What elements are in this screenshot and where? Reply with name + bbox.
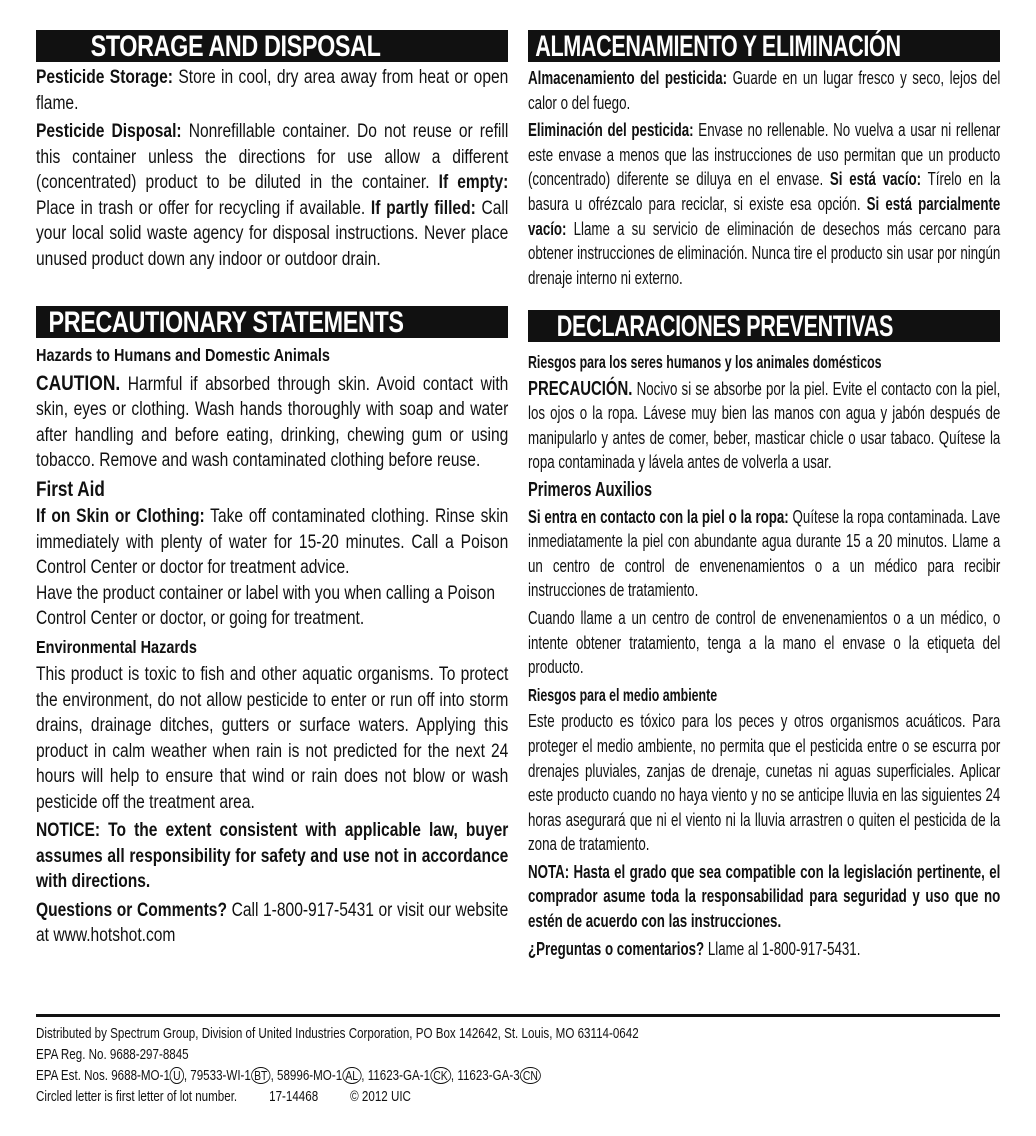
epa-est-line: EPA Est. Nos. 9688-MO-1 U , 79533-WI-1 BT , 58996-MO-1 AL , 11623-GA-1 CK , 11623-GA-3 CN <box>36 1066 936 1087</box>
text: Harmful if absorbed through skin. Avoid contact with skin, eyes or clothing. Wash hands thoroughly with soap and water after handling and before eating, drinking, chewing gum or using tobacco. Remove and wash contaminated clothing before reuse. <box>36 373 509 471</box>
bold-label: Si está parcialmente vacío: <box>528 192 1001 239</box>
establishment-number: 11623-GA-1 <box>367 1068 431 1084</box>
text: Call your local solid waste agency for disposal instructions. Never place unused product down any indoor or outdoor drain. <box>36 197 509 270</box>
subheading <box>528 478 1000 503</box>
bold-label: Pesticide Storage: <box>36 67 174 88</box>
text: Llame a su servicio de eliminación de desechos más cercano para obtener instrucciones de eliminación. Nunca tire el producto sin usar por ningún drenaje interno ni externo. <box>528 217 1001 288</box>
paragraph <box>36 818 508 895</box>
paragraph <box>36 119 508 272</box>
bold-label: CAUTION. <box>36 370 121 395</box>
subheading <box>36 343 508 369</box>
bold-label: If partly filled: <box>370 197 476 219</box>
text: Take off contaminated clothing. Rinse skin immediately with plenty of water for 15-20 minutes. Call a Poison Control Center or doctor for treatment advice. <box>36 506 509 578</box>
text: Cuando llame a un centro de control de envenenamientos o a un médico, o intente obtener tratamiento, tenga a la mano el envase o la etiqueta del producto. <box>528 606 1001 678</box>
epa-reg-line: EPA Reg. No. 9688-297-8845 <box>36 1047 189 1063</box>
text: NOTA: Hasta el grado que sea compatible con la legislación pertinente, el comprador asume toda la responsabilidad para seguridad y uso que no estén de acuerdo con las instrucciones. <box>528 860 1001 932</box>
subheading <box>36 635 508 661</box>
text: Envase no rellenable. No vuelva a usar ni rellenar este envase a menos que las instrucciones de uso permitan que un producto (concentrado) diferente se diluya en el envase. <box>528 119 1001 190</box>
paragraph <box>528 860 1000 934</box>
precautionary-heading: PRECAUTIONARY STATEMENTS <box>36 306 508 338</box>
text: Call 1-800-917-5431 or visit our website at www.hotshot.com <box>36 899 509 946</box>
bold-label: ¿Preguntas o comentarios? <box>528 937 705 959</box>
bold-label: Almacenamiento del pesticida: <box>528 67 728 88</box>
text: Store in cool, dry area away from heat or open flame. <box>36 67 509 114</box>
text: Tírelo en la basura u ofrézcalo para reciclar, si existe esa opción. <box>528 168 1001 214</box>
paragraph <box>36 662 508 815</box>
paragraph <box>36 898 508 949</box>
lot-letter-circle: CN <box>520 1067 541 1084</box>
bold-label: If on Skin or Clothing: <box>36 506 205 527</box>
text: Llame al 1-800-917-5431. <box>704 937 861 959</box>
paragraph <box>36 65 508 116</box>
paragraph <box>528 66 1000 115</box>
bold-label: Pesticide Disposal: <box>36 121 182 142</box>
subheading <box>36 477 508 503</box>
paragraph <box>528 937 1000 962</box>
text: Riesgos para el medio ambiente <box>528 684 718 705</box>
distributor-line: Distributed by Spectrum Group, Division of United Industries Corporation, PO Box 142642, St. Louis, MO 63114-0642 <box>36 1026 639 1042</box>
establishment-number: 58996-MO-1 <box>277 1068 343 1084</box>
establishment-number: 11623-GA-3 <box>457 1068 520 1084</box>
text: Riesgos para los seres humanos y los animales domésticos <box>528 352 882 372</box>
paragraph <box>528 606 1000 680</box>
paragraph <box>36 371 508 474</box>
paragraph <box>528 709 1000 857</box>
paragraph <box>36 504 508 581</box>
bold-label: If empty: <box>438 172 509 193</box>
establishment-number: 79533-WI-1 <box>190 1068 251 1084</box>
storage-section <box>36 65 508 275</box>
text: Nocivo si se absorbe por la piel. Evite el contacto con la piel, los ojos o la ropa. Lávese muy bien las manos con agua y jabón después de manipularlo y antes de comer, beber, masticar chicle o usar tabaco. Quítese la ropa contaminada y lávela antes de volverla a usar. <box>528 377 1001 473</box>
lot-letter-circle: CK <box>430 1067 451 1084</box>
almacenamiento-section <box>528 66 1000 293</box>
paragraph <box>528 377 1000 475</box>
text: Primeros Auxilios <box>528 478 653 501</box>
lot-letter-circle: BT <box>251 1067 271 1084</box>
lot-letter-circle: AL <box>342 1067 361 1084</box>
bold-label: PRECAUCIÓN. <box>528 376 633 400</box>
declaraciones-section <box>528 350 1000 964</box>
subheading <box>528 350 1000 375</box>
storage-heading: STORAGE AND DISPOSAL <box>36 30 508 62</box>
establishment-number: 9688-MO-1 <box>111 1068 170 1084</box>
bold-label: Eliminación del pesticida: <box>528 119 694 141</box>
subheading <box>528 683 1000 708</box>
text: Environmental Hazards <box>36 636 197 657</box>
precautionary-section <box>36 343 508 952</box>
bold-label: Si está vacío: <box>829 168 922 190</box>
text: First Aid <box>36 477 105 501</box>
lot-line: Circled letter is first letter of lot number. 17-14468 © 2012 UIC <box>36 1089 411 1105</box>
declaraciones-heading: DECLARACIONES PREVENTIVAS <box>528 310 1000 342</box>
text: This product is toxic to fish and other aquatic organisms. To protect the environment, do not allow pesticide to enter or run off into storm drains, drainage ditches, gutters or surface waters. Applying this product in calm weather when rain is not predicted for the next 24 hours will help to ensure that wind or rain does not blow or wash pesticide off the treatment area. <box>36 664 509 813</box>
text: Have the product container or label with you when calling a Poison Control Center or doctor, or going for treatment. <box>36 582 496 629</box>
text: Place in trash or offer for recycling if available. <box>36 197 371 219</box>
text: Nonrefillable container. Do not reuse or refill this container unless the directions for use allow a different (concentrated) product to be diluted in the container. <box>36 121 509 193</box>
text: Hazards to Humans and Domestic Animals <box>36 345 330 365</box>
paragraph <box>528 505 1000 603</box>
footer-divider <box>36 1014 1000 1017</box>
text: Guarde en un lugar fresco y seco, lejos del calor o del fuego. <box>528 67 1001 113</box>
bold-label: Questions or Comments? <box>36 899 227 921</box>
text: Este producto es tóxico para los peces y otros organismos acuáticos. Para proteger el medio ambiente, no permita que el pesticida entre o se escurra por drenajes pluviales, zanjas de drenaje, cunetas ni aguas superficiales. Aplicar este producto cuando no haya viento y no se anticipe lluvia en las siguientes 24 horas asegurará que ni el viento ni la lluvia arrastren o quiten el pesticida de la zona de tratamiento. <box>528 710 1001 855</box>
paragraph <box>528 118 1000 290</box>
text: Quítese la ropa contaminada. Lave inmediatamente la piel con abundante agua durante 15 a 20 minutos. Llame a un centro de control de envenenamientos o a un médico para recibir instrucciones de tratamiento. <box>528 505 1001 601</box>
bold-label: Si entra en contacto con la piel o la ropa: <box>528 505 789 527</box>
almacenamiento-heading: ALMACENAMIENTO Y ELIMINACIÓN <box>528 30 1000 62</box>
lot-letter-circle: U <box>170 1067 184 1084</box>
footer <box>36 1024 936 1108</box>
text: NOTICE: To the extent consistent with applicable law, buyer assumes all responsibility for safety and use not in accordance with directions. <box>36 820 509 892</box>
paragraph <box>36 581 508 632</box>
